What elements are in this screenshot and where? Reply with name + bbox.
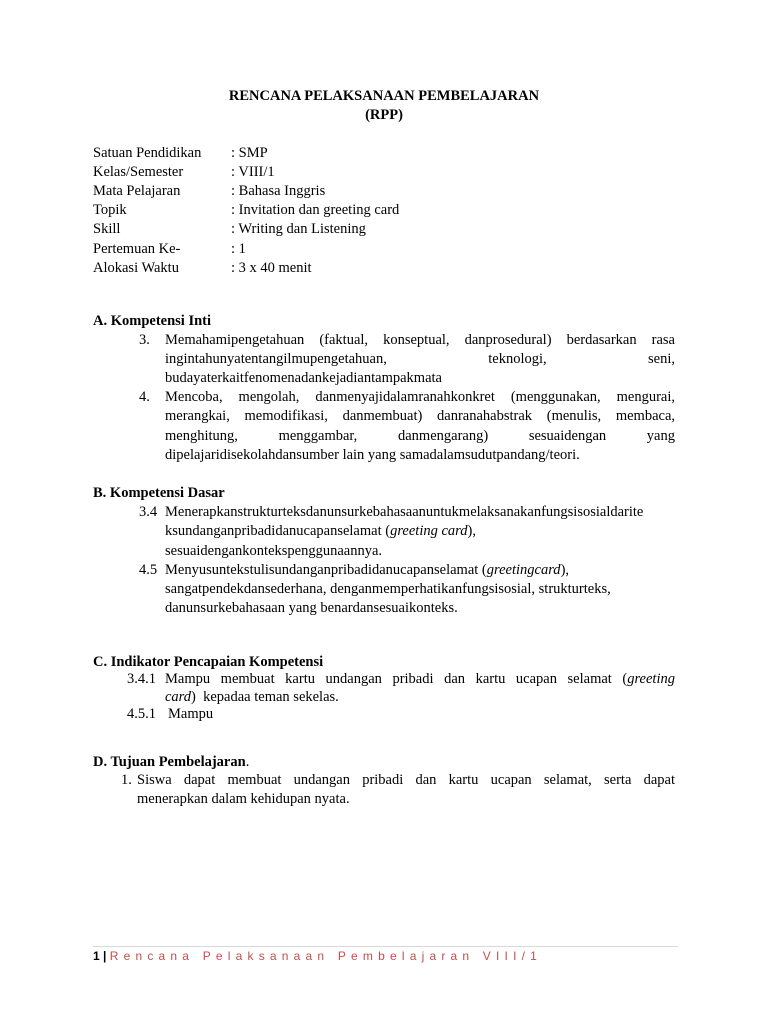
identity-label: Pertemuan Ke- bbox=[93, 241, 181, 257]
page-number: 1 bbox=[93, 949, 100, 963]
item-text-italic: greeting bbox=[627, 671, 675, 687]
item-text-line: Mampu bbox=[168, 706, 214, 722]
document-title: RENCANA PELAKSANAAN PEMBELAJARAN bbox=[228, 88, 540, 104]
identity-value: : VIII/1 bbox=[231, 164, 275, 180]
section-c-heading: C. Indikator Pencapaian Kompetensi bbox=[93, 654, 324, 670]
item-number: 3.4.1 bbox=[127, 671, 156, 687]
item-number: 1. bbox=[121, 772, 132, 788]
item-text: ksundanganpribadidanucapanselamat ( bbox=[165, 523, 391, 539]
page-footer bbox=[93, 949, 542, 963]
section-a-heading: A. Kompetensi Inti bbox=[93, 313, 212, 329]
item-text-line: budayaterkaitfenomenadankejadiantampakmata bbox=[165, 370, 442, 386]
item-text-line bbox=[165, 562, 569, 579]
identity-label: Skill bbox=[93, 221, 121, 237]
item-number: 3.4 bbox=[139, 504, 158, 520]
item-text-italic: card bbox=[165, 689, 192, 705]
section-b-heading: B. Kompetensi Dasar bbox=[93, 485, 225, 501]
identity-value: : Bahasa Inggris bbox=[231, 183, 326, 199]
section-d-heading bbox=[93, 754, 249, 771]
item-text-line: ingintahunyatentangilmupengetahuan, teknologi, seni, bbox=[165, 351, 675, 367]
item-number: 4.5.1 bbox=[127, 706, 156, 722]
item-text-line: Mencoba, mengolah, danmenyajidalamranahkonkret (menggunakan, mengurai, bbox=[165, 389, 675, 405]
identity-value: : Invitation dan greeting card bbox=[231, 202, 400, 218]
item-text-line bbox=[165, 523, 476, 540]
document-subtitle: (RPP) bbox=[365, 107, 403, 123]
item-text-line: danunsurkebahasaan yang benardansesuaikonteks. bbox=[165, 600, 458, 616]
item-text: ) kepadaa teman sekelas. bbox=[191, 689, 339, 705]
item-text-line: Siswa dapat membuat undangan pribadi dan kartu ucapan selamat, serta dapat bbox=[137, 772, 675, 788]
item-text: ), bbox=[467, 523, 476, 539]
item-number: 3. bbox=[139, 332, 150, 348]
identity-value: : SMP bbox=[231, 145, 268, 161]
item-text: Menyusuntekstulisundanganpribadidanucapanselamat ( bbox=[165, 562, 487, 578]
item-text-line: Memahamipengetahuan (faktual, konseptual, danprosedural) berdasarkan rasa bbox=[165, 332, 675, 348]
section-d-heading-text: D. Tujuan Pembelajaran bbox=[93, 754, 246, 770]
item-number: 4. bbox=[139, 389, 150, 405]
section-d-heading-tail: . bbox=[245, 754, 250, 770]
item-text-line: sesuaidengankontekspenggunaannya. bbox=[165, 543, 383, 559]
item-text-line: merangkai, memodifikasi, danmembuat) danranahabstrak (menulis, membaca, bbox=[165, 408, 675, 424]
item-text-line bbox=[165, 689, 339, 706]
item-text: ), bbox=[560, 562, 570, 578]
identity-value: : Writing dan Listening bbox=[231, 221, 366, 237]
item-text-line: Menerapkanstrukturteksdanunsurkebahasaanuntukmelaksanakanfungsisosialdarite bbox=[165, 504, 644, 520]
item-text-line: menghitung, menggambar, danmengarang) sesuaidengan yang bbox=[165, 428, 675, 444]
identity-label: Kelas/Semester bbox=[93, 164, 184, 180]
item-text-italic: greetingcard bbox=[486, 562, 561, 578]
item-text-line bbox=[165, 671, 675, 688]
identity-value: : 1 bbox=[231, 241, 246, 257]
item-text: Mampu membuat kartu undangan pribadi dan kartu ucapan selamat ( bbox=[165, 671, 628, 687]
item-text-line: sangatpendekdansederhana, denganmemperhatikanfungsisosial, strukturteks, bbox=[165, 581, 611, 597]
item-text-line: menerapkan dalam kehidupan nyata. bbox=[137, 791, 350, 807]
footer-separator: | bbox=[103, 949, 107, 963]
item-number: 4.5 bbox=[139, 562, 158, 578]
identity-label: Topik bbox=[93, 202, 127, 218]
identity-label: Alokasi Waktu bbox=[93, 260, 179, 276]
footer-text: Rencana Pelaksanaan Pembelajaran VIII/1 bbox=[109, 949, 543, 963]
identity-label: Satuan Pendidikan bbox=[93, 145, 202, 161]
item-text-italic: greeting card bbox=[390, 523, 468, 539]
footer-divider bbox=[93, 946, 678, 947]
item-text-line: dipelajaridisekolahdansumber lain yang samadalamsudutpandang/teori. bbox=[165, 447, 580, 463]
identity-label: Mata Pelajaran bbox=[93, 183, 181, 199]
identity-value: : 3 x 40 menit bbox=[231, 260, 312, 276]
